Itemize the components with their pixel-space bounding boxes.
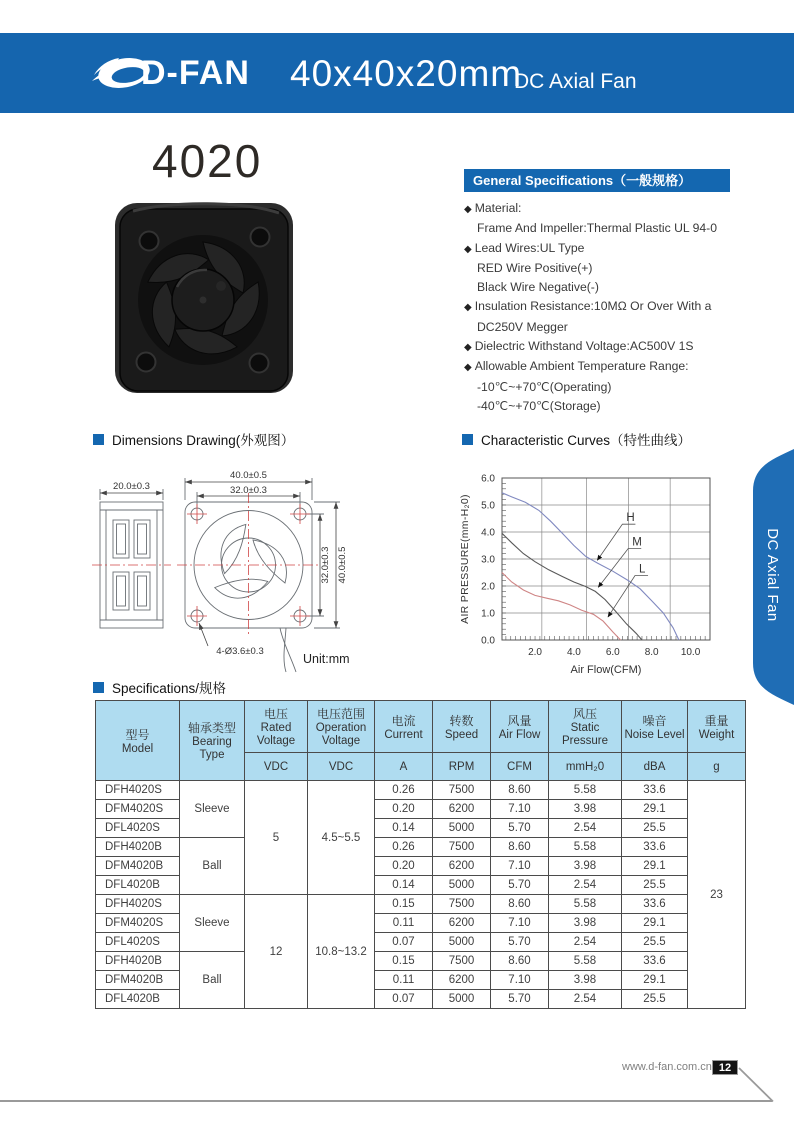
cell-speed: 7500 — [433, 895, 491, 914]
cell-current: 0.15 — [375, 895, 433, 914]
footer-rule — [0, 1100, 772, 1102]
cell-noise: 29.1 — [622, 971, 688, 990]
svg-text:5.0: 5.0 — [481, 500, 495, 512]
cell-model: DFL4020S — [96, 819, 180, 838]
table-row — [96, 838, 746, 857]
table-heading-label: Specifications/规格 — [112, 681, 227, 696]
svg-text:Air Flow(CFM): Air Flow(CFM) — [570, 664, 642, 676]
col-header-operation: 电压范围 Operation Voltage — [308, 701, 375, 753]
table-row — [96, 952, 746, 971]
cell-airflow: 8.60 — [491, 895, 549, 914]
spec-line: Black Wire Negative(-) — [477, 280, 599, 295]
spec-table — [95, 700, 746, 1009]
table-row — [96, 895, 746, 914]
cell-noise: 25.5 — [622, 819, 688, 838]
unit-weight: g — [688, 753, 746, 781]
dim-width-outer: 40.0±0.5 — [230, 470, 267, 481]
cell-noise: 33.6 — [622, 952, 688, 971]
dim-mounting-holes: 4-Ø3.6±0.3 — [216, 646, 264, 657]
unit-noise: dBA — [622, 753, 688, 781]
col-header-bearing: 轴承类型 Bearing Type — [180, 701, 245, 781]
dim-width-inner: 32.0±0.3 — [230, 485, 267, 496]
cell-model: DFH4020S — [96, 781, 180, 800]
cell-noise: 29.1 — [622, 857, 688, 876]
blue-square-icon — [93, 682, 104, 693]
cell-pressure: 5.58 — [549, 895, 622, 914]
cell-speed: 7500 — [433, 838, 491, 857]
cell-speed: 6200 — [433, 971, 491, 990]
col-header-current: 电流 Current — [375, 701, 433, 753]
cell-noise: 25.5 — [622, 876, 688, 895]
col-header-model: 型号 Model — [96, 701, 180, 781]
cell-speed: 5000 — [433, 990, 491, 1009]
curves-section-heading — [462, 429, 691, 449]
cell-speed: 5000 — [433, 876, 491, 895]
brand-name: D-FAN — [141, 54, 250, 92]
svg-text:0.0: 0.0 — [481, 635, 495, 647]
general-specs-title-bar: General Specifications（一般规格） — [464, 169, 730, 192]
svg-text:3.0: 3.0 — [481, 554, 495, 566]
cell-current: 0.07 — [375, 990, 433, 1009]
cell-noise: 25.5 — [622, 990, 688, 1009]
cell-speed: 6200 — [433, 800, 491, 819]
cell-pressure: 2.54 — [549, 876, 622, 895]
unit-label: Unit:mm — [303, 652, 350, 666]
cell-pressure: 3.98 — [549, 914, 622, 933]
curves-chart — [448, 466, 748, 701]
product-size-title: 40x40x20mm — [290, 53, 523, 94]
blue-square-icon — [462, 434, 473, 445]
cell-speed: 7500 — [433, 781, 491, 800]
cell-weight: 23 — [688, 781, 746, 1009]
series-title: 4020 — [152, 135, 263, 187]
svg-text:L: L — [639, 563, 646, 576]
cell-model: DFH4020B — [96, 838, 180, 857]
cell-current: 0.14 — [375, 819, 433, 838]
header-band — [0, 33, 794, 113]
cell-airflow: 8.60 — [491, 838, 549, 857]
cell-operation: 10.8~13.2 — [308, 895, 375, 1009]
cell-pressure: 3.98 — [549, 800, 622, 819]
unit-airflow: CFM — [491, 753, 549, 781]
table-section-heading — [93, 677, 226, 697]
cell-current: 0.14 — [375, 876, 433, 895]
cell-pressure: 5.58 — [549, 781, 622, 800]
dim-height-outer: 40.0±0.5 — [337, 546, 348, 584]
cell-airflow: 5.70 — [491, 990, 549, 1009]
spec-line: ◆ Lead Wires:UL Type — [464, 239, 774, 259]
svg-text:6.0: 6.0 — [605, 647, 620, 658]
side-tab-label: DC Axial Fan — [764, 528, 781, 622]
cell-current: 0.11 — [375, 914, 433, 933]
svg-text:2.0: 2.0 — [481, 581, 495, 593]
cell-current: 0.20 — [375, 857, 433, 876]
cell-current: 0.07 — [375, 933, 433, 952]
cell-pressure: 5.58 — [549, 838, 622, 857]
dimensions-section-heading — [93, 429, 294, 449]
product-type-label: DC Axial Fan — [514, 70, 637, 93]
svg-text:H: H — [626, 512, 635, 525]
dimensions-drawing — [90, 462, 460, 677]
svg-text:M: M — [632, 536, 642, 549]
cell-model: DFM4020B — [96, 857, 180, 876]
cell-noise: 25.5 — [622, 933, 688, 952]
spec-line: RED Wire Positive(+) — [477, 260, 593, 275]
page-number-badge: 12 — [712, 1060, 738, 1075]
svg-text:6.0: 6.0 — [481, 473, 495, 485]
svg-text:8.0: 8.0 — [644, 647, 659, 658]
spec-line: ◆ Allowable Ambient Temperature Range: — [464, 357, 774, 377]
cell-pressure: 2.54 — [549, 819, 622, 838]
cell-noise: 29.1 — [622, 800, 688, 819]
cell-bearing: Ball — [180, 838, 245, 895]
col-header-pressure: 风压 Static Pressure — [549, 701, 622, 753]
spec-line: ◆ Insulation Resistance:10MΩ Or Over With a — [464, 297, 774, 317]
cell-model: DFH4020B — [96, 952, 180, 971]
cell-airflow: 5.70 — [491, 933, 549, 952]
cell-current: 0.15 — [375, 952, 433, 971]
cell-bearing: Sleeve — [180, 781, 245, 838]
cell-airflow: 5.70 — [491, 876, 549, 895]
cell-speed: 5000 — [433, 933, 491, 952]
footer-url-link[interactable]: www.d-fan.com.cn — [622, 1061, 712, 1073]
cell-model: DFL4020B — [96, 990, 180, 1009]
cell-speed: 5000 — [433, 819, 491, 838]
cell-noise: 33.6 — [622, 895, 688, 914]
cell-operation: 4.5~5.5 — [308, 781, 375, 895]
cell-airflow: 8.60 — [491, 952, 549, 971]
cell-speed: 6200 — [433, 914, 491, 933]
svg-text:4.0: 4.0 — [481, 527, 495, 539]
table-row — [96, 781, 746, 800]
unit-pressure: mmH₂0 — [549, 753, 622, 781]
cell-current: 0.26 — [375, 781, 433, 800]
cell-current: 0.26 — [375, 838, 433, 857]
dim-height-inner: 32.0±0.3 — [320, 546, 331, 584]
chart-y-axis-label: AIR PRESSURE(mm-H₂0) — [459, 494, 471, 624]
svg-text:2.0: 2.0 — [528, 647, 542, 658]
product-photo — [103, 193, 303, 405]
cell-model: DFH4020S — [96, 895, 180, 914]
spec-line: ◆ Dielectric Withstand Voltage:AC500V 1S — [464, 337, 774, 357]
cell-airflow: 7.10 — [491, 971, 549, 990]
col-header-voltage: 电压 Rated Voltage — [245, 701, 308, 753]
col-header-weight: 重量 Weight — [688, 701, 746, 753]
svg-text:4.0: 4.0 — [566, 647, 581, 658]
spec-line: -10℃~+70℃(Operating) — [477, 379, 612, 394]
unit-voltage: VDC — [245, 753, 308, 781]
cell-current: 0.20 — [375, 800, 433, 819]
unit-speed: RPM — [433, 753, 491, 781]
cell-airflow: 7.10 — [491, 800, 549, 819]
cell-noise: 33.6 — [622, 838, 688, 857]
cell-pressure: 3.98 — [549, 857, 622, 876]
cell-speed: 6200 — [433, 857, 491, 876]
cell-airflow: 8.60 — [491, 781, 549, 800]
cell-model: DFM4020S — [96, 800, 180, 819]
cell-pressure: 3.98 — [549, 971, 622, 990]
cell-model: DFM4020B — [96, 971, 180, 990]
spec-line: -40℃~+70℃(Storage) — [477, 398, 601, 413]
dim-depth: 20.0±0.3 — [113, 481, 150, 492]
unit-operation: VDC — [308, 753, 375, 781]
cell-noise: 33.6 — [622, 781, 688, 800]
cell-current: 0.11 — [375, 971, 433, 990]
cell-voltage: 12 — [245, 895, 308, 1009]
svg-text:10.0: 10.0 — [680, 647, 701, 658]
cell-pressure: 2.54 — [549, 933, 622, 952]
cell-bearing: Sleeve — [180, 895, 245, 952]
spec-line: Frame And Impeller:Thermal Plastic UL 94-0 — [477, 221, 717, 236]
cell-airflow: 7.10 — [491, 914, 549, 933]
cell-model: DFL4020B — [96, 876, 180, 895]
spec-line: DC250V Megger — [477, 319, 568, 334]
curves-heading-label: Characteristic Curves（特性曲线） — [481, 433, 692, 448]
cell-pressure: 2.54 — [549, 990, 622, 1009]
cell-speed: 7500 — [433, 952, 491, 971]
col-header-airflow: 风量 Air Flow — [491, 701, 549, 753]
cell-airflow: 7.10 — [491, 857, 549, 876]
footer-diagonal-rule — [735, 1058, 794, 1104]
dimensions-heading-label: Dimensions Drawing(外观图） — [112, 433, 295, 448]
cell-airflow: 5.70 — [491, 819, 549, 838]
blue-square-icon — [93, 434, 104, 445]
general-specs-list — [464, 199, 774, 416]
svg-text:1.0: 1.0 — [481, 608, 495, 620]
cell-pressure: 5.58 — [549, 952, 622, 971]
spec-line: ◆ Material: — [464, 199, 774, 219]
cell-model: DFM4020S — [96, 914, 180, 933]
unit-current: A — [375, 753, 433, 781]
col-header-speed: 转数 Speed — [433, 701, 491, 753]
cell-model: DFL4020S — [96, 933, 180, 952]
cell-bearing: Ball — [180, 952, 245, 1009]
col-header-noise: 噪音 Noise Level — [622, 701, 688, 753]
cell-voltage: 5 — [245, 781, 308, 895]
cell-noise: 29.1 — [622, 914, 688, 933]
